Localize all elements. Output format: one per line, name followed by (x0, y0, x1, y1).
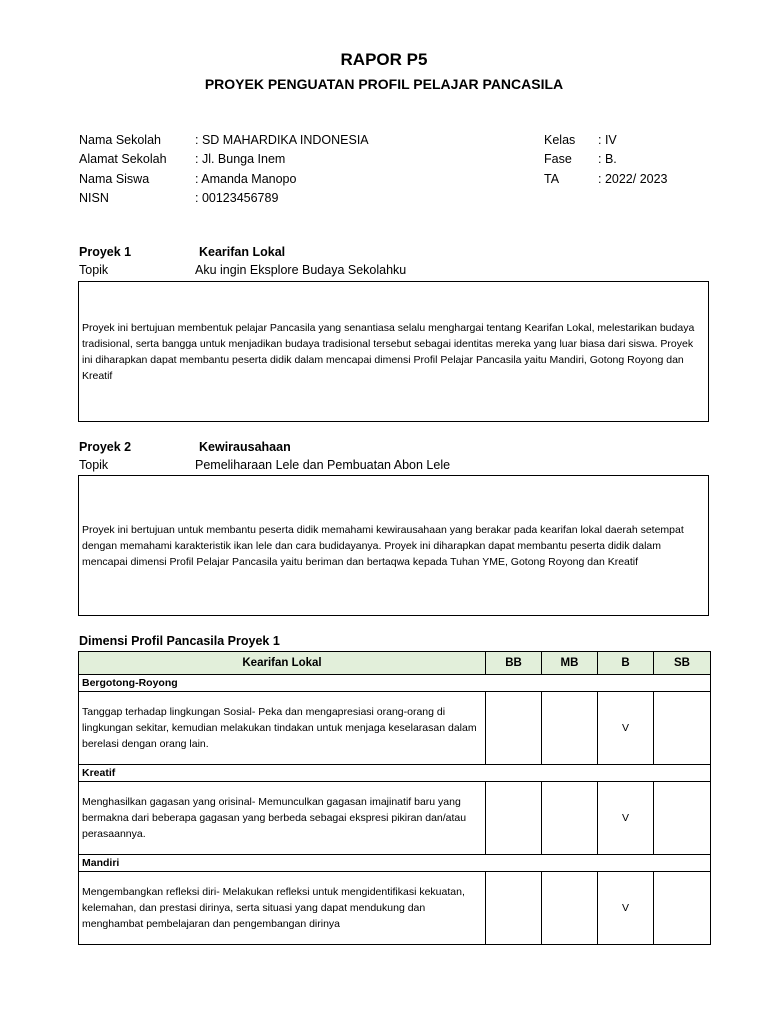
project-1-topic: Aku ingin Eksplore Budaya Sekolahku (195, 263, 407, 277)
report-subtitle: PROYEK PENGUATAN PROFIL PELAJAR PANCASILA (204, 76, 564, 92)
header-bb: BB (486, 652, 542, 675)
dimension-table-title: Dimensi Profil Pancasila Proyek 1 (79, 634, 280, 648)
header-mb: MB (542, 652, 598, 675)
category-row (79, 765, 711, 782)
table-header-row (79, 652, 711, 675)
header-sb: SB (654, 652, 711, 675)
mark-b: V (598, 692, 654, 765)
phase-label: Fase (544, 152, 572, 166)
table-row (79, 692, 711, 765)
school-name-value: : SD MAHARDIKA INDONESIA (195, 133, 369, 147)
project-2-description: Proyek ini bertujuan untuk membantu peserta didik memahami kewirausahaan yang berakar pada kearifan lokal daerah setempat dengan memahami karakteristik ikan lele dan cara budidayanya. Proyek ini diharapkan dapat membantu peserta didik dalam mencapai dimensi Profil Pelajar Pancasila yaitu beriman dan bertaqwa kepada Tuhan YME, Gotong Royong dan Kreatif (82, 523, 684, 568)
category-row (79, 855, 711, 872)
school-address-value: : Jl. Bunga Inem (195, 152, 286, 166)
project-2-description-box (78, 475, 709, 616)
student-name-label: Nama Siswa (79, 172, 150, 186)
nisn-label: NISN (79, 191, 109, 205)
project-2-topic-label: Topik (79, 458, 109, 472)
description-cell: Tanggap terhadap lingkungan Sosial- Peka dan mengapresiasi orang-orang di lingkungan sekitar, kemudian melakukan tindakan untuk menjaga keselarasan dalam berelasi dengan orang lain. (79, 692, 486, 765)
project-1-theme: Kearifan Lokal (199, 245, 286, 259)
project-2-topic: Pemeliharaan Lele dan Pembuatan Abon Lele (195, 458, 451, 472)
mark-bb (486, 782, 542, 855)
project-1-description: Proyek ini bertujuan membentuk pelajar Pancasila yang senantiasa selalu menghargai tentang Kearifan Lokal, melestarikan budaya tradisional, serta bangga untuk menjadikan budaya tradisional tersebut sebagai identitas mereka yang luar biasa dari siswa. Proyek ini diharapkan dapat membantu peserta didik dalam mencapai dimensi Profil Pelajar Pancasila yaitu Mandiri, Gotong Royong dan Kreatif (82, 321, 695, 382)
school-address-label: Alamat Sekolah (79, 152, 167, 166)
description-cell: Mengembangkan refleksi diri- Melakukan refleksi untuk mengidentifikasi kekuatan, kelemahan, dan prestasi dirinya, serta situasi yang dapat mendukung dan menghambat pembelajaran dan pengembangan dirinya (79, 872, 486, 945)
mark-sb (654, 692, 711, 765)
nisn-value: : 00123456789 (195, 191, 279, 205)
phase-value: : B. (598, 152, 617, 166)
mark-b: V (598, 872, 654, 945)
school-name-label: Nama Sekolah (79, 133, 161, 147)
student-name-value: : Amanda Manopo (195, 172, 297, 186)
report-title: RAPOR P5 (340, 50, 428, 69)
table-row (79, 782, 711, 855)
project-2-theme: Kewirausahaan (199, 440, 291, 454)
mark-mb (542, 692, 598, 765)
header-aspect: Kearifan Lokal (79, 652, 486, 675)
project-1-topic-label: Topik (79, 263, 109, 277)
mark-bb (486, 872, 542, 945)
project-1-label: Proyek 1 (79, 245, 132, 259)
academic-year-label: TA (544, 172, 560, 186)
category-kreatif: Kreatif (79, 765, 711, 782)
dimension-table (78, 651, 711, 945)
header-b: B (598, 652, 654, 675)
category-mandiri: Mandiri (79, 855, 711, 872)
mark-mb (542, 872, 598, 945)
mark-mb (542, 782, 598, 855)
mark-bb (486, 692, 542, 765)
mark-b: V (598, 782, 654, 855)
project-2-label: Proyek 2 (79, 440, 132, 454)
class-label: Kelas (544, 133, 576, 147)
project-1-description-box (78, 281, 709, 422)
description-cell: Menghasilkan gagasan yang orisinal- Memunculkan gagasan imajinatif baru yang bermakna dari beberapa gagasan yang berbeda sebagai ekspresi pikiran dan/atau perasaannya. (79, 782, 486, 855)
mark-sb (654, 872, 711, 945)
class-value: : IV (598, 133, 617, 147)
category-row (79, 675, 711, 692)
academic-year-value: : 2022/ 2023 (598, 172, 668, 186)
category-gotong-royong: Bergotong-Royong (79, 675, 711, 692)
mark-sb (654, 782, 711, 855)
table-row (79, 872, 711, 945)
